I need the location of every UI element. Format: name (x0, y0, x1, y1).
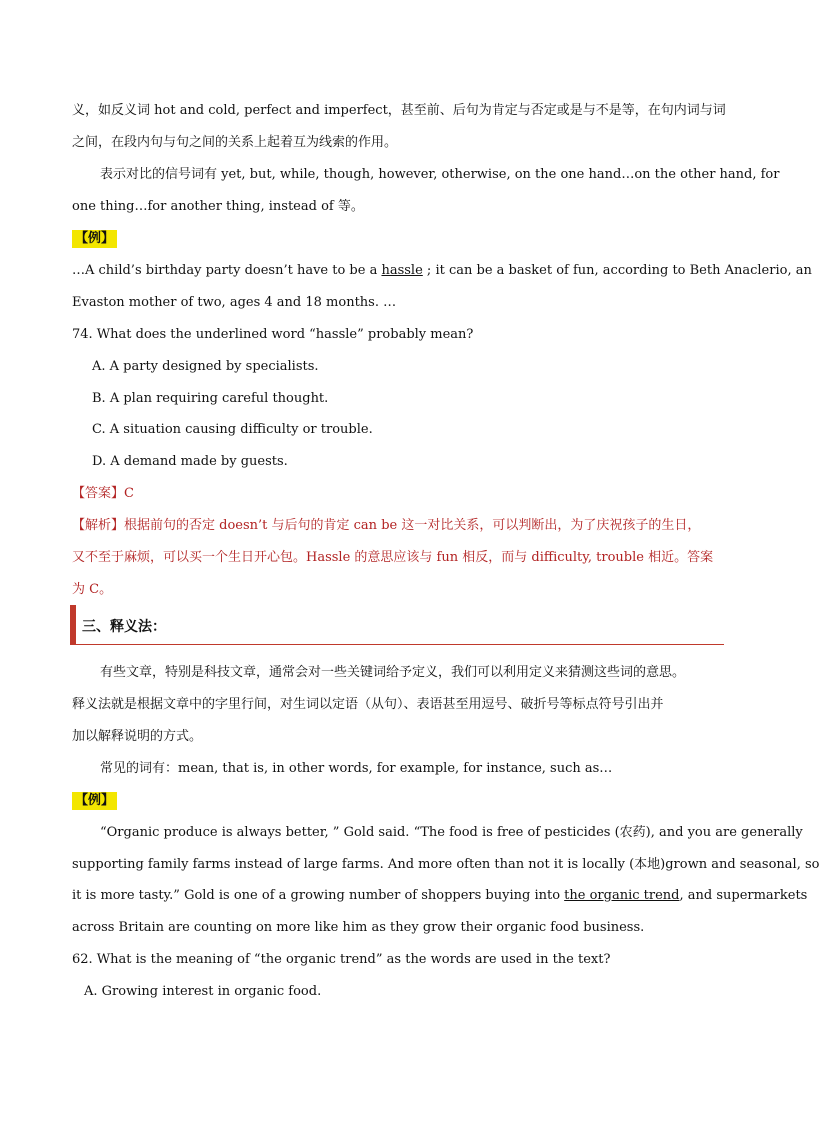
para-line: one thing…for another thing, instead of 等。 (72, 199, 364, 214)
example-text: it is more tasty.” Gold is one of a growing number of shoppers buying into (72, 888, 565, 903)
answer-line (72, 485, 134, 503)
option-a: A. A party designed by specialists. (92, 359, 319, 374)
section-bar (70, 605, 76, 645)
para-line: 加以解释说明的方式。 (72, 729, 203, 744)
para-line: 有些文章，特别是科技文章，通常会对一些关键词给予定义，我们可以利用定义来猜测这些词的意思。 (100, 665, 686, 680)
underlined-word: hassle (381, 263, 423, 278)
example-line: supporting family farms instead of large farms. And more often than not it is locally (本地)grown and seasonal, so (72, 857, 819, 872)
analysis-label: 【解析】 (72, 518, 125, 533)
option-c: C. A situation causing difficulty or trouble. (92, 422, 373, 437)
question-stem: 74. What does the underlined word “hassle” probably mean? (72, 327, 474, 342)
section-heading (70, 605, 724, 645)
option-d: D. A demand made by guests. (92, 454, 288, 469)
analysis-line: 又不至于麻烦，可以买一个生日开心包。Hassle 的意思应该与 fun 相反，而与 difficulty, trouble 相近。答案 (72, 550, 714, 565)
example-line: across Britain are counting on more like him as they grow their organic food business. (72, 920, 645, 935)
analysis-line (72, 517, 700, 535)
example-line (72, 887, 807, 905)
example-line: “Organic produce is always better, ” Gold said. “The food is free of pesticides (农药), and you are generally (100, 825, 803, 840)
para-line: 表示对比的信号词有 yet, but, while, though, however, otherwise, on the one hand…on the other hand, for (100, 167, 780, 182)
example-line (72, 262, 812, 280)
option-b: B. A plan requiring careful thought. (92, 391, 329, 406)
answer-label: 【答案】 (72, 486, 125, 501)
example-text: …A child’s birthday party doesn’t have to be a (72, 263, 382, 278)
option-a: A. Growing interest in organic food. (84, 984, 322, 999)
para-line: 常见的词有：mean, that is, in other words, for example, for instance, such as… (100, 761, 613, 776)
analysis-line: 为 C。 (72, 582, 113, 597)
question-stem: 62. What is the meaning of “the organic trend” as the words are used in the text? (72, 952, 611, 967)
para-line: 义，如反义词 hot and cold, perfect and imperfect，甚至前、后句为肯定与否定或是与不是等，在句内词与词 (72, 103, 726, 118)
example-text: , and supermarkets (679, 888, 808, 903)
example-tag: 【例】 (72, 230, 117, 248)
answer-value: C (124, 486, 134, 501)
example-text: ; it can be a basket of fun, according to Beth Anaclerio, an (422, 263, 812, 278)
analysis-text: 根据前句的否定 doesn’t 与后句的肯定 can be 这一对比关系，可以判断出，为了庆祝孩子的生日， (124, 518, 701, 533)
section-rule (76, 644, 724, 645)
para-line: 之间，在段内句与句之间的关系上起着互为线索的作用。 (72, 135, 398, 150)
example-line: Evaston mother of two, ages 4 and 18 months. … (72, 295, 397, 310)
underlined-phrase: the organic trend (564, 888, 680, 903)
section-title: 三、释义法： (82, 619, 166, 635)
para-line: 释义法就是根据文章中的字里行间，对生词以定语（从句）、表语甚至用逗号、破折号等标点符号引出并 (72, 697, 664, 712)
example-tag: 【例】 (72, 792, 117, 810)
